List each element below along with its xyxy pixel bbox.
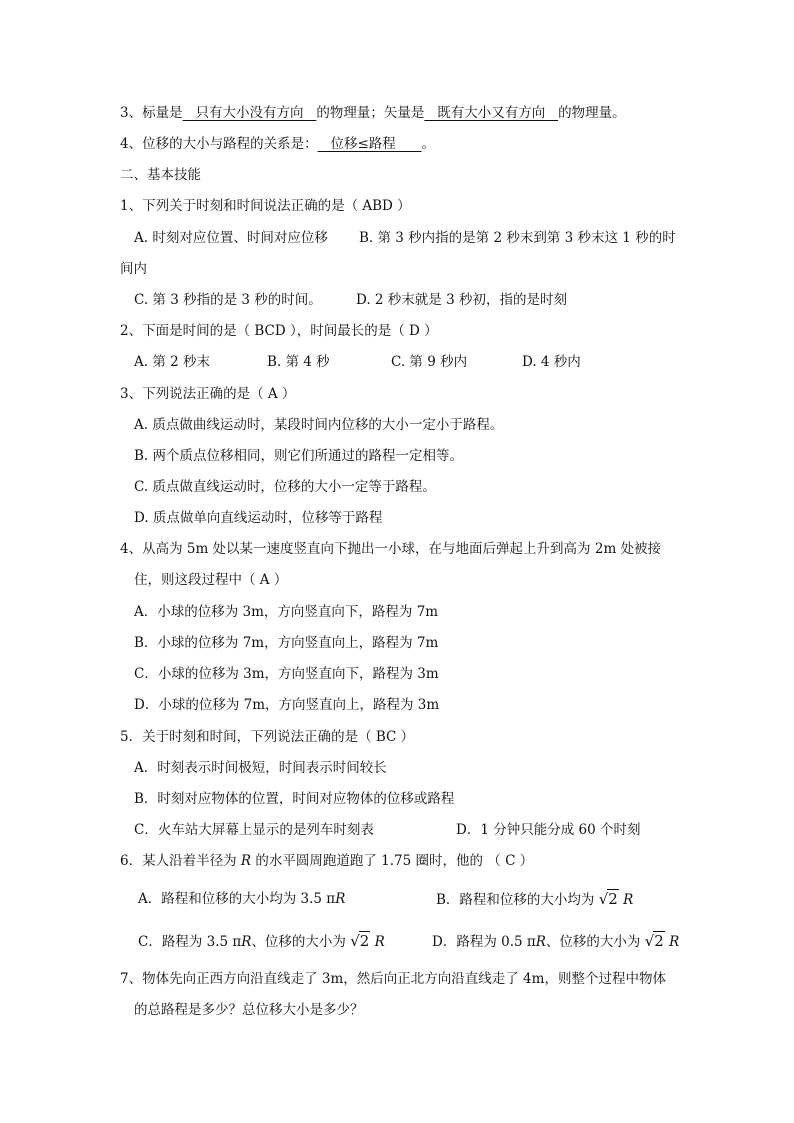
statement-4-prefix: 4、位移的大小与路程的关系是： [120,136,318,152]
question-3-option-a: A. 质点做曲线运动时，某段时间内位移的大小一定小于路程。 [134,417,504,433]
question-6-option-b: B．路程和位移的大小均为 √2 R [436,890,634,908]
statement-4-suffix: 。 [421,136,436,152]
answer-displacement-relation: 位移≤路程 [317,136,422,152]
statement-3-suffix: 的物理量。 [558,105,626,121]
statement-3 [120,104,626,122]
question-7-stem-cont: 的总路程是多少？总位移大小是多少？ [134,1002,364,1018]
question-1-stem: 1、下列关于时刻和时间说法正确的是（ ABD ） [120,198,411,214]
question-3-stem: 3、下列说法正确的是（ A ） [120,386,296,402]
question-1-option-c: C. 第 3 秒指的是 3 秒的时间。 [134,292,322,308]
answer-scalar: 只有大小没有方向 [182,105,317,121]
question-2-option-d: D. 4 秒内 [522,354,581,370]
question-1-option-a: A. 时刻对应位置、时间对应位移 [134,230,328,246]
question-5-option-c: C．火车站大屏幕上显示的是列车时刻表 [134,822,374,838]
question-4-option-b: B．小球的位移为 7m，方向竖直向上，路程为 7m [134,635,439,651]
question-2-option-a: A. 第 2 秒末 [134,354,211,370]
section-heading: 二、基本技能 [120,167,201,183]
question-1-option-d: D. 2 秒末就是 3 秒初，指的是时刻 [356,292,567,308]
sqrt-symbol: √2 [598,890,618,908]
question-1-option-b-cont: 间内 [120,261,147,277]
question-4-option-c: C．小球的位移为 3m，方向竖直向下，路程为 3m [134,666,439,682]
statement-3-mid: 的物理量；矢量是 [316,105,425,121]
question-1-option-b: B. 第 3 秒内指的是第 2 秒末到第 3 秒末这 1 秒的时 [359,230,676,246]
question-5-option-a: A．时刻表示时间极短，时间表示时间较长 [134,760,387,776]
question-4-stem: 4、从高为 5m 处以某一速度竖直向下抛出一小球，在与地面后弹起上升到高为 2m 处被接 [120,541,662,557]
answer-vector: 既有大小又有方向 [424,105,559,121]
question-4-option-d: D．小球的位移为 7m，方向竖直向上，路程为 3m [134,697,440,713]
question-2-stem: 2、下面是时间的是（ BCD ），时间最长的是（ D ） [120,323,438,339]
question-6-stem: 6．某人沿着半径为 R 的水平圆周跑道跑了 1.75 圈时，他的 （ C ） [120,853,534,869]
question-2-option-c: C. 第 9 秒内 [391,354,468,370]
question-5-option-d: D．1 分钟只能分成 60 个时刻 [456,822,641,838]
question-4-option-a: A．小球的位移为 3m，方向竖直向下，路程为 7m [134,604,439,620]
question-6-option-a: A．路程和位移的大小均为 3.5 πR [138,891,346,907]
question-5-option-b: B．时刻对应物体的位置，时间对应物体的位移或路程 [134,791,455,807]
question-2-option-b: B. 第 4 秒 [267,354,330,370]
question-3-option-c: C. 质点做直线运动时，位移的大小一定等于路程。 [134,479,436,495]
question-6-option-d: D．路程为 0.5 πR、位移的大小为 √2 R [432,932,680,950]
question-5-stem: 5．关于时刻和时间，下列说法正确的是（ BC ） [120,729,415,745]
sqrt-symbol: √2 [644,932,664,950]
sqrt-symbol: √2 [350,932,370,950]
question-6-option-c: C．路程为 3.5 πR、位移的大小为 √2 R [138,932,385,950]
question-4-stem-cont: 住，则这段过程中（ A ） [134,572,288,588]
question-3-option-d: D. 质点做单向直线运动时，位移等于路程 [134,510,383,526]
question-3-option-b: B. 两个质点位移相同，则它们所通过的路程一定相等。 [134,448,464,464]
statement-4 [120,135,435,153]
question-7-stem: 7、物体先向正西方向沿直线走了 3m，然后向正北方向沿直线走了 4m，则整个过程中物体 [120,971,666,987]
statement-3-prefix: 3、标量是 [120,105,183,121]
